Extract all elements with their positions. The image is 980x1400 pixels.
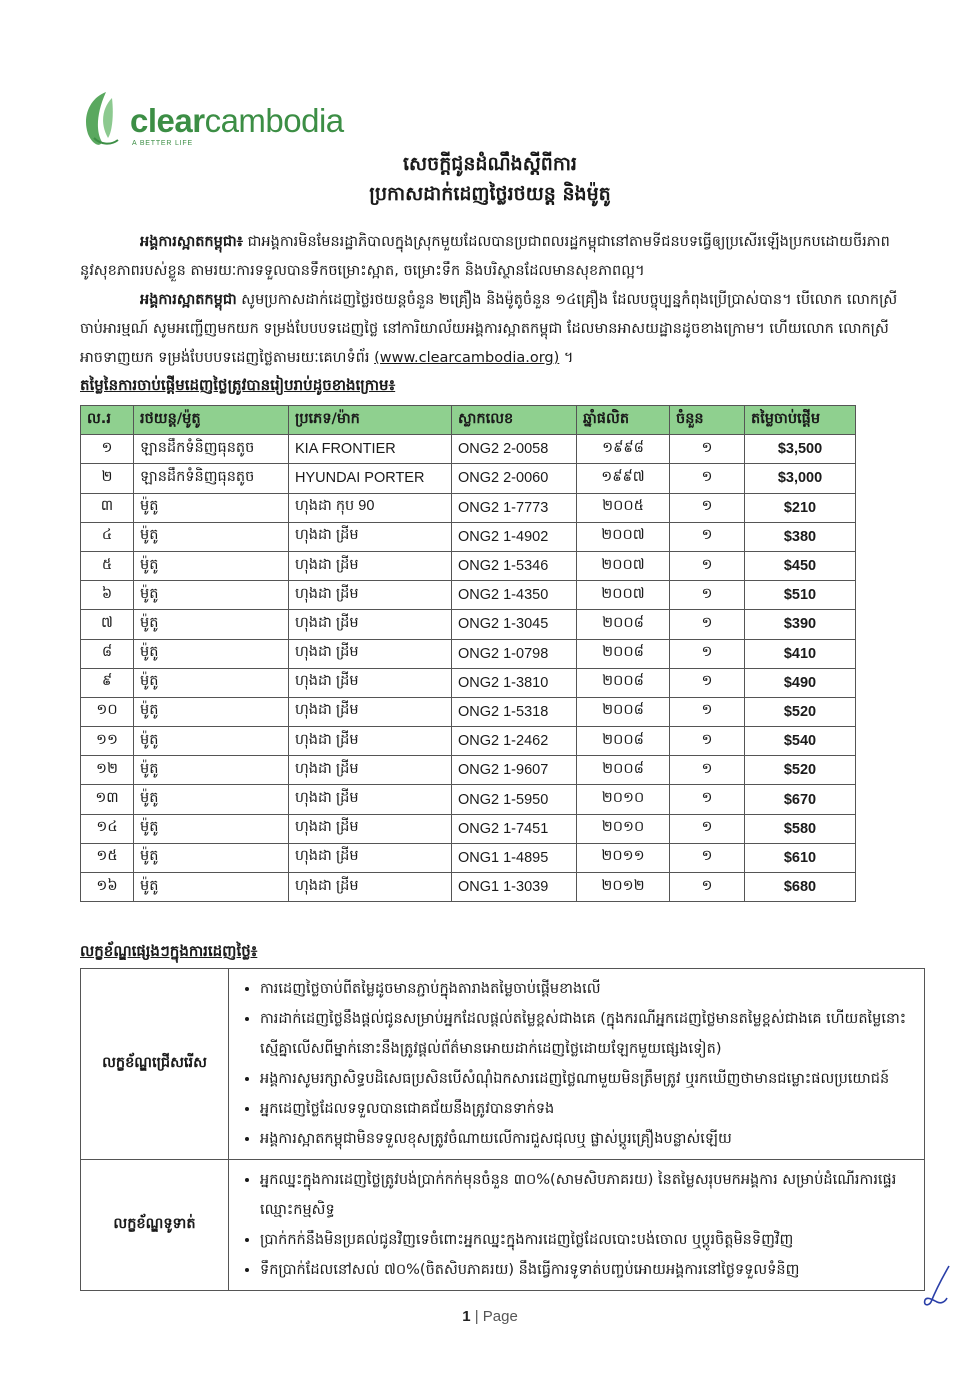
vehicle-table-title: តម្លៃនៃការចាប់ផ្តើមដេញថ្លៃត្រូវបានរៀបរាប់ដូចខាងក្រោម៖: [80, 376, 396, 394]
table-cell: ២០០៨: [577, 668, 670, 697]
table-cell: ២០០៨: [577, 756, 670, 785]
intro-paragraph-1: អង្គការស្អាតកម្ពុជា៖ ជាអង្គការមិនមែនរដ្ឋាភិបាលក្នុងស្រុកមួយដែលបានប្រជាពលរដ្ឋកម្ពុជានៅតាមទីជនបទធ្វើឲ្យប្រសើរឡើងប្រកបដោយចីរភាពនូវសុខភាពរបស់ខ្លួន តាមរយៈការទទួលបានទឹកចម្រោះស្អាត, ចម្រោះទឹក និងបរិស្ថានដែលមានសុខភាពល្អ។: [80, 234, 890, 279]
table-cell: ៦: [81, 581, 134, 610]
table-cell: ONG1 1-4895: [452, 843, 577, 872]
column-header: ល.រ: [81, 406, 134, 435]
condition-item: • អ្នកឈ្នះក្នុងការដេញថ្លៃត្រូវបង់ប្រាក់កក់មុនចំនួន ៣០%(សាមសិបភាគរយ) នៃតម្លៃសរុបមកអង្គការ សម្រាប់ដំណើរការផ្ទេរឈ្មោះកម្មសិទ្ធ: [260, 1165, 915, 1225]
table-cell: $450: [745, 551, 856, 580]
table-cell: $680: [745, 873, 856, 902]
table-cell: ១១: [81, 727, 134, 756]
table-cell: ONG2 1-5346: [452, 551, 577, 580]
table-cell: $520: [745, 756, 856, 785]
table-cell: $410: [745, 639, 856, 668]
table-cell: ONG2 2-0058: [452, 435, 577, 464]
page-number: 1 | Page: [462, 1308, 518, 1325]
table-row: [81, 668, 856, 697]
table-cell: $540: [745, 727, 856, 756]
table-cell: ១៩៩៧: [577, 464, 670, 493]
table-cell: ហុងដា ដ្រីម: [289, 814, 452, 843]
column-header: រថយន្ត/ម៉ូតូ: [134, 406, 289, 435]
table-cell: $380: [745, 522, 856, 551]
condition-items-cell: [229, 969, 925, 1160]
table-cell: ២០១០: [577, 814, 670, 843]
table-cell: ១៦: [81, 873, 134, 902]
table-cell: ONG2 1-9607: [452, 756, 577, 785]
table-cell: ១២: [81, 756, 134, 785]
table-cell: ម៉ូតូ: [134, 551, 289, 580]
logo-tagline: A BETTER LIFE: [132, 140, 193, 147]
table-cell: ១: [81, 435, 134, 464]
table-cell: ១: [670, 435, 745, 464]
table-cell: ហុងដា ដ្រីម: [289, 522, 452, 551]
table-cell: ONG2 1-5950: [452, 785, 577, 814]
table-cell: ម៉ូតូ: [134, 610, 289, 639]
table-cell: ហុងដា ដ្រីម: [289, 873, 452, 902]
condition-item: • អង្គការស្អាតកម្ពុជាមិនទទួលខុសត្រូវចំណាយលើការជួសជុលឬ ផ្លាស់ប្តូរគ្រឿងបន្លាស់ឡើយ: [260, 1124, 915, 1154]
table-cell: ៩: [81, 668, 134, 697]
table-row: [81, 785, 856, 814]
table-cell: ONG2 1-7451: [452, 814, 577, 843]
logo-wordmark: clearcambodia: [130, 102, 344, 139]
table-cell: ONG2 1-3810: [452, 668, 577, 697]
table-cell: ហុងដា ដ្រីម: [289, 843, 452, 872]
table-cell: ម៉ូតូ: [134, 873, 289, 902]
table-cell: ONG2 1-5318: [452, 697, 577, 726]
vehicle-table-body: [81, 435, 856, 902]
condition-list: [230, 1161, 923, 1289]
table-cell: ឡានដឹកទំនិញធុនតូច: [134, 435, 289, 464]
table-cell: ONG2 1-7773: [452, 493, 577, 522]
table-row: [81, 814, 856, 843]
table-cell: ONG2 1-2462: [452, 727, 577, 756]
condition-label: លក្ខខ័ណ្ឌទូទាត់: [81, 1160, 229, 1291]
table-cell: ហុងដា ដ្រីម: [289, 581, 452, 610]
table-cell: ២០១២: [577, 873, 670, 902]
table-row: [81, 843, 856, 872]
document-title-line-2: ប្រកាសដាក់ដេញថ្លៃរថយន្ត និងម៉ូតូ: [369, 183, 611, 205]
table-cell: ONG2 1-4350: [452, 581, 577, 610]
table-cell: ២០១១: [577, 843, 670, 872]
conditions-table: [80, 968, 925, 1291]
table-cell: ២: [81, 464, 134, 493]
table-cell: ម៉ូតូ: [134, 756, 289, 785]
table-row: [81, 873, 856, 902]
table-cell: ៤: [81, 522, 134, 551]
table-cell: ៣: [81, 493, 134, 522]
table-cell: ១៤: [81, 814, 134, 843]
table-cell: $580: [745, 814, 856, 843]
table-cell: ១: [670, 610, 745, 639]
table-cell: $610: [745, 843, 856, 872]
table-cell: ONG2 1-4902: [452, 522, 577, 551]
table-cell: $520: [745, 697, 856, 726]
org-name: អង្គការស្អាតកម្ពុជា: [140, 292, 237, 308]
table-cell: ១: [670, 873, 745, 902]
table-cell: ម៉ូតូ: [134, 639, 289, 668]
column-header: ស្លាកលេខ: [452, 406, 577, 435]
table-cell: $670: [745, 785, 856, 814]
table-cell: ម៉ូតូ: [134, 668, 289, 697]
condition-item: • ការដេញថ្លៃចាប់ពីតម្លៃដូចមានភ្ជាប់ក្នុងតារាងតម្លៃចាប់ផ្តើមខាងលើ: [260, 974, 915, 1004]
table-cell: ១: [670, 727, 745, 756]
table-row: [81, 727, 856, 756]
table-cell: ២០០៨: [577, 639, 670, 668]
conditions-row: [81, 969, 925, 1160]
table-cell: ហុងដា ដ្រីម: [289, 727, 452, 756]
table-cell: $490: [745, 668, 856, 697]
intro-paragraph-2: អង្គការស្អាតកម្ពុជា សូមប្រកាសដាក់ដេញថ្លៃរថយន្តចំនួន ២គ្រឿង និងម៉ូតូចំនួន ១៤គ្រឿង ដែលបច្ចុប្បន្នកំពុងប្រើប្រាស់បាន។ បើលោក លោកស្រីចាប់អារម្មណ៍ សូមអញ្ជើញមកយក ទម្រង់បែបបទដេញថ្លៃ នៅការិយាល័យអង្គការស្អាតកម្ពុជា ដែលមានអាសយដ្ឋានដូចខាងក្រោម។ ហើយលោក លោកស្រីអាចទាញយក ទម្រង់បែបបទដេញថ្លៃតាមរយៈគេហទំព័រ (www.clearcambodia.org) ។: [80, 292, 898, 366]
table-cell: ហុងដា កុប 90: [289, 493, 452, 522]
document-title-line-1: សេចក្តីជូនដំណឹងស្តីពីការ: [403, 153, 577, 175]
table-cell: ១: [670, 522, 745, 551]
table-cell: ៨: [81, 639, 134, 668]
table-cell: ២០១០: [577, 785, 670, 814]
table-cell: ២០០៧: [577, 551, 670, 580]
table-row: [81, 697, 856, 726]
table-cell: ២០០៥: [577, 493, 670, 522]
table-cell: ២០០៧: [577, 522, 670, 551]
table-header-row: [81, 406, 856, 435]
condition-items-cell: [229, 1160, 925, 1291]
intro-section: [80, 228, 900, 373]
table-cell: ២០០៨: [577, 727, 670, 756]
table-cell: ១: [670, 668, 745, 697]
condition-item: • អង្គការសូមរក្សាសិទ្ធបដិសេធប្រសិនបើសំណុំឯកសារដេញថ្លៃណាមួយមិនត្រឹមត្រូវ ឬរកឃើញថាមានជម្លោះផលប្រយោជន៍: [260, 1064, 915, 1094]
table-cell: ហុងដា ដ្រីម: [289, 785, 452, 814]
table-cell: ១៣: [81, 785, 134, 814]
table-cell: ហុងដា ដ្រីម: [289, 551, 452, 580]
table-row: [81, 493, 856, 522]
table-cell: ១: [670, 464, 745, 493]
org-name: អង្គការស្អាតកម្ពុជា៖: [140, 234, 244, 250]
table-cell: ១: [670, 756, 745, 785]
table-row: [81, 435, 856, 464]
table-cell: ២០០៨: [577, 697, 670, 726]
table-cell: ម៉ូតូ: [134, 493, 289, 522]
table-cell: ម៉ូតូ: [134, 727, 289, 756]
table-cell: ៥: [81, 551, 134, 580]
table-cell: ម៉ូតូ: [134, 522, 289, 551]
condition-item: • ប្រាក់កក់នឹងមិនប្រគល់ជូនវិញទេចំពោះអ្នកឈ្នះក្នុងការដេញថ្លៃដែលបោះបង់ចោល ឬប្តូរចិត្តមិនទិញវិញ: [260, 1225, 915, 1255]
table-cell: $390: [745, 610, 856, 639]
column-header: ឆ្នាំផលិត: [577, 406, 670, 435]
table-cell: ONG1 1-3039: [452, 873, 577, 902]
table-cell: ម៉ូតូ: [134, 697, 289, 726]
table-cell: $210: [745, 493, 856, 522]
website-link[interactable]: (www.clearcambodia.org): [374, 350, 560, 366]
table-cell: ម៉ូតូ: [134, 785, 289, 814]
table-cell: ម៉ូតូ: [134, 581, 289, 610]
table-cell: ១: [670, 785, 745, 814]
table-cell: ១: [670, 639, 745, 668]
table-cell: KIA FRONTIER: [289, 435, 452, 464]
table-cell: ហុងដា ដ្រីម: [289, 756, 452, 785]
table-cell: ១: [670, 493, 745, 522]
table-row: [81, 610, 856, 639]
table-row: [81, 581, 856, 610]
table-row: [81, 756, 856, 785]
table-cell: ហុងដា ដ្រីម: [289, 610, 452, 639]
clear-cambodia-logo: [82, 88, 342, 158]
table-cell: ១: [670, 843, 745, 872]
table-cell: ១០: [81, 697, 134, 726]
table-cell: $510: [745, 581, 856, 610]
table-cell: ឡានដឹកទំនិញធុនតូច: [134, 464, 289, 493]
conditions-title: លក្ខខ័ណ្ឌផ្សេងៗក្នុងការដេញថ្លៃ៖: [80, 942, 258, 960]
table-row: [81, 464, 856, 493]
signature-mark-icon: [915, 1262, 955, 1312]
condition-item: • ការដាក់ដេញថ្លៃនឹងផ្តល់ជូនសម្រាប់អ្នកដែលផ្តល់តម្លៃខ្ពស់ជាងគេ (ក្នុងករណីអ្នកដេញថ្លៃមានតម្លៃខ្ពស់ជាងគេ ហើយតម្លៃនោះស្មើគ្នាលើសពីម្នាក់នោះនឹងត្រូវផ្តល់ព័ត៌មានអោយដាក់ដេញថ្លៃដោយឡែកមួយផ្សេងទៀត): [260, 1004, 915, 1064]
table-cell: ហុងដា ដ្រីម: [289, 697, 452, 726]
table-cell: ១: [670, 581, 745, 610]
table-cell: ២០០៨: [577, 610, 670, 639]
column-header: ចំនួន: [670, 406, 745, 435]
column-header: ប្រភេទ/ម៉ាក: [289, 406, 452, 435]
table-cell: ហុងដា ដ្រីម: [289, 639, 452, 668]
table-cell: $3,000: [745, 464, 856, 493]
table-cell: HYUNDAI PORTER: [289, 464, 452, 493]
condition-list: [230, 970, 923, 1158]
table-cell: ONG2 1-0798: [452, 639, 577, 668]
table-cell: ៧: [81, 610, 134, 639]
condition-label: លក្ខខ័ណ្ឌជ្រើសរើស: [81, 969, 229, 1160]
table-cell: ១៩៩៨: [577, 435, 670, 464]
conditions-row: [81, 1160, 925, 1291]
table-row: [81, 551, 856, 580]
condition-item: • ទឹកប្រាក់ដែលនៅសល់ ៧០%(ចិតសិបភាគរយ) នឹងធ្វើការទូទាត់បញ្ចប់អោយអង្គការនៅថ្ងៃទទួលទំនិញ: [260, 1255, 915, 1285]
table-cell: ONG2 1-3045: [452, 610, 577, 639]
condition-item: • អ្នកដេញថ្លៃដែលទទួលបានជោគជ័យនឹងត្រូវបានទាក់ទង: [260, 1094, 915, 1124]
table-cell: ម៉ូតូ: [134, 814, 289, 843]
column-header: តម្លៃចាប់ផ្តើម: [745, 406, 856, 435]
table-cell: ១: [670, 551, 745, 580]
table-row: [81, 522, 856, 551]
table-row: [81, 639, 856, 668]
table-cell: ១៥: [81, 843, 134, 872]
table-cell: ម៉ូតូ: [134, 843, 289, 872]
leaf-logo-icon: [82, 88, 132, 158]
vehicle-table: [80, 405, 856, 902]
table-cell: ONG2 2-0060: [452, 464, 577, 493]
table-cell: ហុងដា ដ្រីម: [289, 668, 452, 697]
table-cell: ១: [670, 814, 745, 843]
table-cell: $3,500: [745, 435, 856, 464]
table-cell: ១: [670, 697, 745, 726]
table-cell: ២០០៧: [577, 581, 670, 610]
